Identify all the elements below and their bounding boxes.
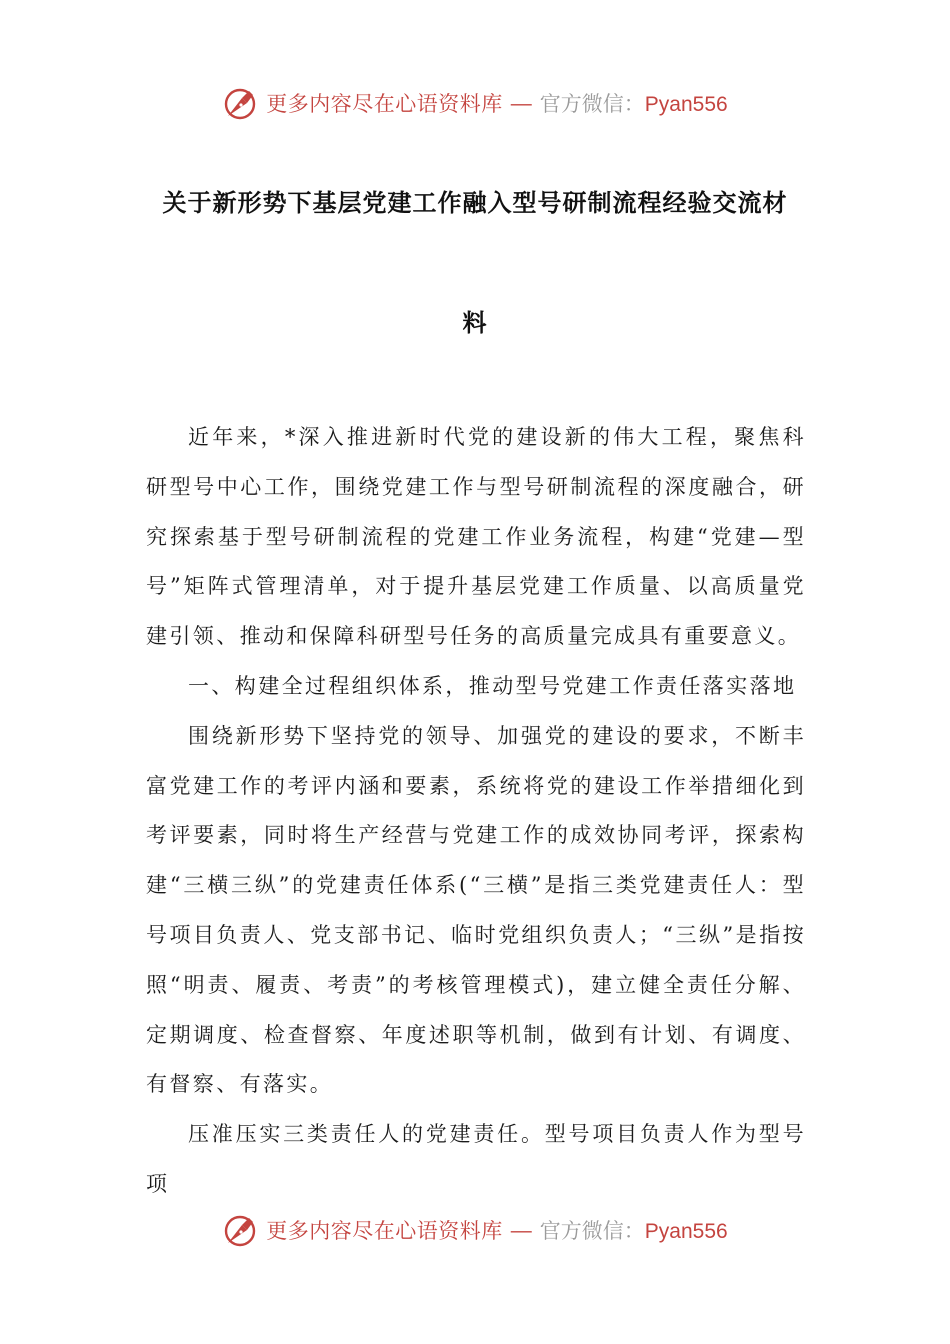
watermark-contact: [540, 1211, 728, 1252]
document-title-line-2: 料: [462, 309, 488, 337]
watermark-contact-id: Pyan556: [644, 1219, 728, 1243]
header-watermark: [0, 84, 950, 124]
pen-nib-circle-icon: [222, 1213, 258, 1249]
watermark-brand: 更多内容尽在心语资料库: [266, 1219, 503, 1243]
watermark-contact-label: 官方微信：: [539, 91, 645, 116]
paragraph: 围绕新形势下坚持党的领导、加强党的建设的要求，不断丰富党建工作的考评内涵和要素，系统将党的建设工作举措细化到考评要素，同时将生产经营与党建工作的成效协同考评，探索构建“三横三纵”的党建责任体系(“三横”是指三类党建责任人：型号项目负责人、党支部书记、临时党组织负责人；“三纵”是指按照“明责、履责、考责”的考核管理模式)，建立健全责任分解、定期调度、检查督察、年度述职等机制，做到有计划、有调度、有督察、有落实。: [146, 723, 806, 1097]
paragraph: 近年来，*深入推进新时代党的建设新的伟大工程，聚焦科研型号中心工作，围绕党建工作与型号研制流程的深度融合，研究探索基于型号研制流程的党建工作业务流程，构建“党建—型号”矩阵式管理清单，对于提升基层党建工作质量、以高质量党建引领、推动和保障科研型号任务的高质量完成具有重要意义。: [146, 425, 806, 649]
watermark-contact: [540, 84, 728, 125]
watermark-contact-label: 官方微信：: [539, 1218, 645, 1243]
watermark-dash: —: [510, 92, 532, 115]
watermark-contact-id: Pyan556: [644, 92, 728, 116]
paragraph: 压准压实三类责任人的党建责任。型号项目负责人作为型号项: [146, 1122, 806, 1196]
watermark-brand: 更多内容尽在心语资料库: [266, 92, 503, 116]
pen-nib-circle-icon: [222, 86, 258, 122]
document-body: [146, 413, 806, 1210]
watermark-dash: —: [510, 1219, 532, 1242]
section-heading: 一、构建全过程组织体系，推动型号党建工作责任落实落地: [188, 673, 797, 698]
document-title-line-1: 关于新形势下基层党建工作融入型号研制流程经验交流材: [162, 189, 788, 217]
footer-watermark: [0, 1211, 950, 1251]
